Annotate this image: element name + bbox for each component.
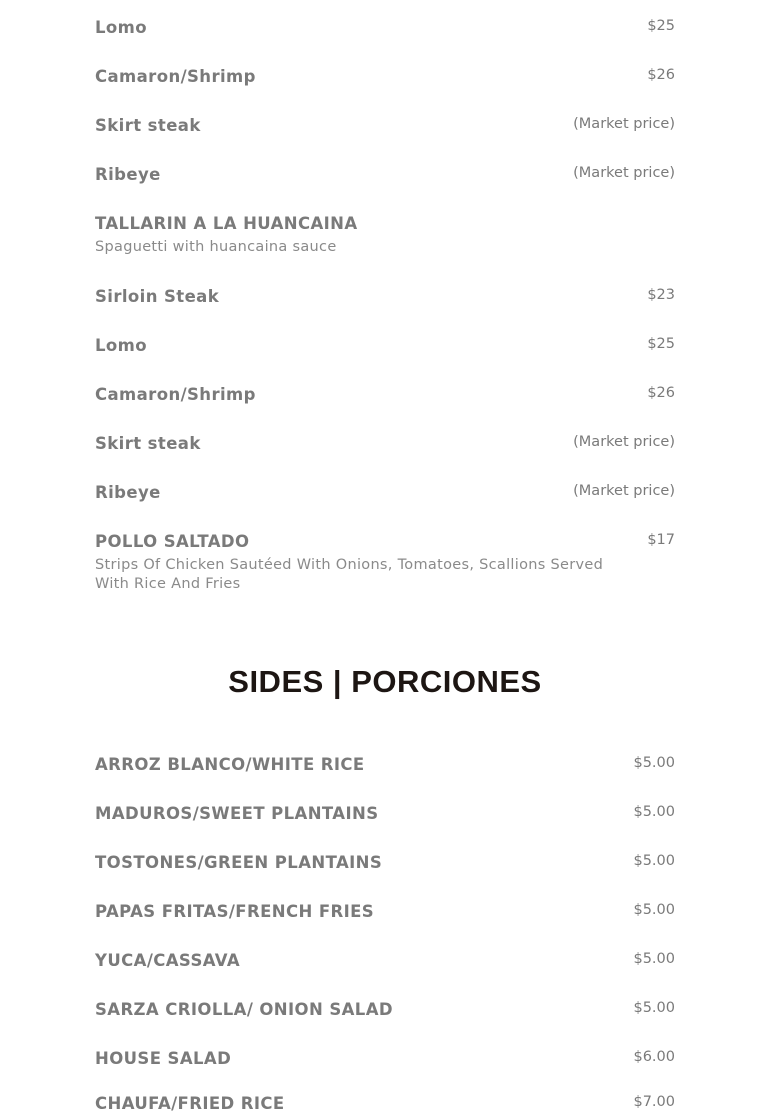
item-price: $5.00 (633, 902, 675, 918)
item-price: (Market price) (573, 165, 675, 181)
item-price: $26 (647, 67, 675, 83)
item-price: $5.00 (633, 1000, 675, 1016)
item-description: Spaguetti with huancaina sauce (95, 239, 337, 255)
item-price: (Market price) (573, 434, 675, 450)
item-price: $7.00 (633, 1094, 675, 1110)
item-name: HOUSE SALAD (95, 1049, 232, 1068)
item-description: Strips Of Chicken Sautéed With Onions, Tomatoes, Scallions Served With Rice And Fries (95, 557, 604, 592)
item-name: TOSTONES/GREEN PLANTAINS (95, 853, 383, 872)
item-price: $5.00 (633, 951, 675, 967)
item-name: Skirt steak (95, 116, 201, 135)
item-price: $23 (647, 287, 675, 303)
item-name: Camaron/Shrimp (95, 67, 256, 86)
item-name: Sirloin Steak (95, 287, 220, 306)
item-price: (Market price) (573, 116, 675, 132)
item-price: $5.00 (633, 804, 675, 820)
item-name: SARZA CRIOLLA/ ONION SALAD (95, 1000, 393, 1019)
item-price: $25 (647, 336, 675, 352)
item-price: $17 (647, 532, 675, 548)
item-name: Camaron/Shrimp (95, 385, 256, 404)
item-price: $5.00 (633, 853, 675, 869)
item-name: ARROZ BLANCO/WHITE RICE (95, 755, 365, 774)
item-price: $5.00 (633, 755, 675, 771)
item-name: Ribeye (95, 165, 161, 184)
section-title-sides: SIDES | PORCIONES (228, 664, 542, 699)
item-price: $25 (647, 18, 675, 34)
item-name: TALLARIN A LA HUANCAINA (95, 214, 358, 233)
item-name: PAPAS FRITAS/FRENCH FRIES (95, 902, 375, 921)
item-name: Ribeye (95, 483, 161, 502)
item-name: YUCA/CASSAVA (95, 951, 241, 970)
item-name: CHAUFA/FRIED RICE (95, 1094, 285, 1113)
item-price: $6.00 (633, 1049, 675, 1065)
item-name: Lomo (95, 18, 147, 37)
item-name: Lomo (95, 336, 147, 355)
item-name: Skirt steak (95, 434, 201, 453)
item-price: (Market price) (573, 483, 675, 499)
item-name: MADUROS/SWEET PLANTAINS (95, 804, 379, 823)
item-price: $26 (647, 385, 675, 401)
item-name: POLLO SALTADO (95, 532, 250, 551)
